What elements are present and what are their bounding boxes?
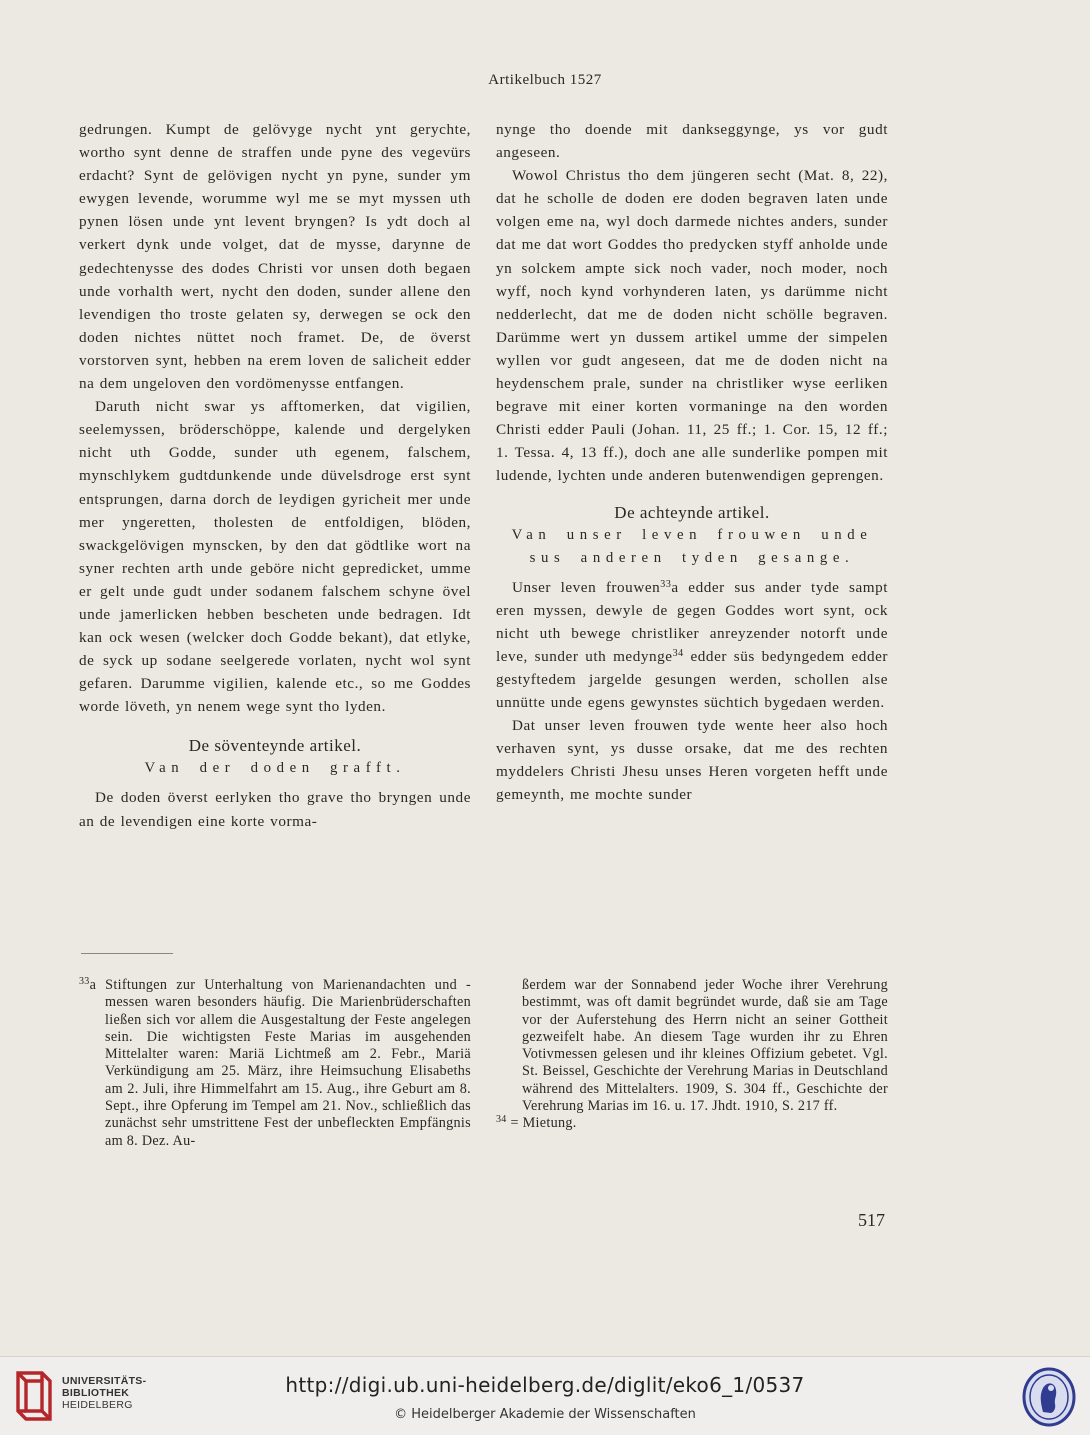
article-subheading: Van der doden grafft. [144, 760, 406, 777]
footnote [79, 977, 471, 1150]
footnote-mark: 33 [79, 976, 90, 987]
footnote-continued: ßerdem war der Sonnabend jeder Woche ihrer Verehrung bestimmt, was oft damit begründet wurde, daß sie am Tage vor der Auferstehung des Herrn nicht an seiner Gottheit gezweifelt habe. An diesem Tage wurden ihr zu Ehren Votivmessen gelesen und ihr kleines Offizium gebetet. Vgl. St. Beissel, Geschichte der Verehrung Marias in Deutschland während des Mittelalters. 1909, S. 304 ff., Geschichte der Verehrung Marias im 16. u. 17. Jhdt. 1910, S. 217 ff. [522, 977, 888, 1115]
footnote-rule [81, 953, 173, 954]
paragraph [496, 576, 888, 715]
right-column [496, 118, 888, 806]
paragraph: De doden överst eerlyken tho grave tho bryngen unde an de levendigen eine korte vorma- [79, 789, 471, 830]
viewer-footer [0, 1356, 1090, 1435]
copyright-notice: © Heidelberger Akademie der Wissenschaften [394, 1407, 696, 1422]
article-heading: De söventeynde artikel. [188, 736, 362, 756]
article-subheading: Van unser leven frouwen unde sus anderen tyden gesange. [511, 526, 873, 566]
running-head: Artikelbuch 1527 [488, 72, 602, 88]
paragraph: Wowol Christus tho dem jüngeren secht (Mat. 8, 22), dat he scholle de doden ere doden begraven laten unde volgen eme na, wyl doch darmede nichtes anders, sunder dat me dat wort Goddes tho predycken styff anholde unde yn solckem ampte sick noch vader, noch moder, noch wyff, noch kynd vorhynderen laten, ys darümme nicht nedderlecht, dat me de doden nicht schölle begraven. Darümme wert yn dussem artikel umme der simpelen wyllen vor gudt angeseen, dat me de doden nicht na heydenschem prale, sunder na christliker wyse eerliken begrave mit einer korten vormaninge na den worden Christi edder Pauli (Johan. 11, 25 ff.; 1. Cor. 15, 12 ff.; 1. Tessa. 4, 13 ff.), doch ane alle sunderlike pompen mit ludende, lychten unde anderen butenwendigen geprengen. [496, 167, 888, 485]
left-column [79, 118, 471, 833]
article-heading: De achteynde artikel. [614, 502, 770, 522]
paragraph: Dat unser leven frouwen tyde wente heer also hoch verhaven synt, ys dusse orsake, dat me des rechten myddelers Christi Jhesu unses Heren vorgeten hefft unde gemeynth, me mochte sunder [496, 717, 888, 804]
library-name: UNIVERSITÄTS- BIBLIOTHEK HEIDELBERG [62, 1375, 147, 1411]
academy-seal-icon [1021, 1366, 1077, 1428]
footnote-ref: 33 [660, 578, 672, 590]
text-run: Unser leven frouwen [512, 578, 661, 596]
footnote-text: = Mietung. [506, 1115, 577, 1132]
paragraph: nynge tho doende mit dankseggynge, ys vor gudt angeseen. [496, 121, 888, 162]
text-run: edder süs bedyngedem edder gestyftedem jargelde gesungen werden, schollen alse unnütte unde egens gewynstes süchtich bygedaen werden. [496, 647, 888, 711]
footnotes-right [496, 977, 888, 1133]
footnotes-left [79, 977, 471, 1150]
text-run: a edder sus ander tyde sampt eren myssen, dewyle de gegen Goddes wort synt, ock nicht uth bewege christliker anreyzender notorft unde leve, sunder uth medynge [496, 578, 889, 665]
paragraph: Daruth nicht swar ys afftomerken, dat vigilien, seelemyssen, bröderschöppe, kalende und dergelyken nicht uth Godde, sunder uth egenem, falschem, mynschlykem gudtdunkende unde düvelsdroge erst synt entsprungen, darna dorch de leydigen gyricheit mer unde mer yngeretten, tholesten de entfoldigen, blöden, swackgelövigen mynscken, by den dat gödtlike wort na syner rechten arth unde geböre nicht gepredicket, umme er gelt unde gudt under sodanem falschem schyne övel unde jamerlicken hebben bescheten unde bedragen. Idt kan ock wesen (welcker doch Godde bekant), dat etlyke, de syck up sodane seelgerede vorlaten, nycht wol synt gefaren. Darumme vigilien, kalende etc., so me Goddes worde löveth, yn nenem wege synt tho lyden. [79, 398, 471, 716]
paragraph: gedrungen. Kumpt de gelövyge nycht ynt gerychte, wortho synt denne de straffen unde pyne des vegevürs erdacht? Synt de gelövigen nycht yn pyne, sunder ym ewygen levende, worumme wyl me se myt myssen uth pynen lösen unde ynt levent bryngen? Is ydt doch al verkert dynk unde volget, dat de mysse, darynne de gedechtenysse des dodes Christi vor unsen doth begaen unde vorhalth wert, nycht den doden, sunder allene den levendigen tho troste gelaten sy, derwegen se ock den doden nichtes nüttet noch framet. De, de överst vorstorven synt, hebben na erem loven de salicheit edder na dem ungeloven den vordömenysse entfangen. [79, 121, 471, 393]
footnote-mark: 34 [496, 1114, 507, 1126]
footnote-text: a Stiftungen zur Unterhaltung von Marienandachten und -messen waren besonders häufig. Die Marienbrüderschaften ließen sich vor allem die Ausgestaltung der Feste angelegen sein. Die wichtigsten Feste Marias im ausgehenden Mittelalter waren: Mariä Lichtmeß am 2. Febr., Mariä Verkündigung am 25. März, ihre Heimsuchung Elisabeths am 2. Juli, ihre Himmelfahrt am 15. Aug., ihre Geburt am 8. Sept., ihre Opferung im Tempel am 21. Nov., schließlich das zunächst sehr umstrittene Fest der unbefleckten Empfängnis am 8. Dez. Au- [89, 977, 471, 1149]
footnote-ref: 34 [672, 647, 684, 659]
page-number: 517 [858, 1210, 885, 1230]
permalink-url[interactable]: http://digi.ub.uni-heidelberg.de/diglit/eko6_1/0537 [285, 1373, 805, 1397]
footnote [496, 1115, 888, 1132]
